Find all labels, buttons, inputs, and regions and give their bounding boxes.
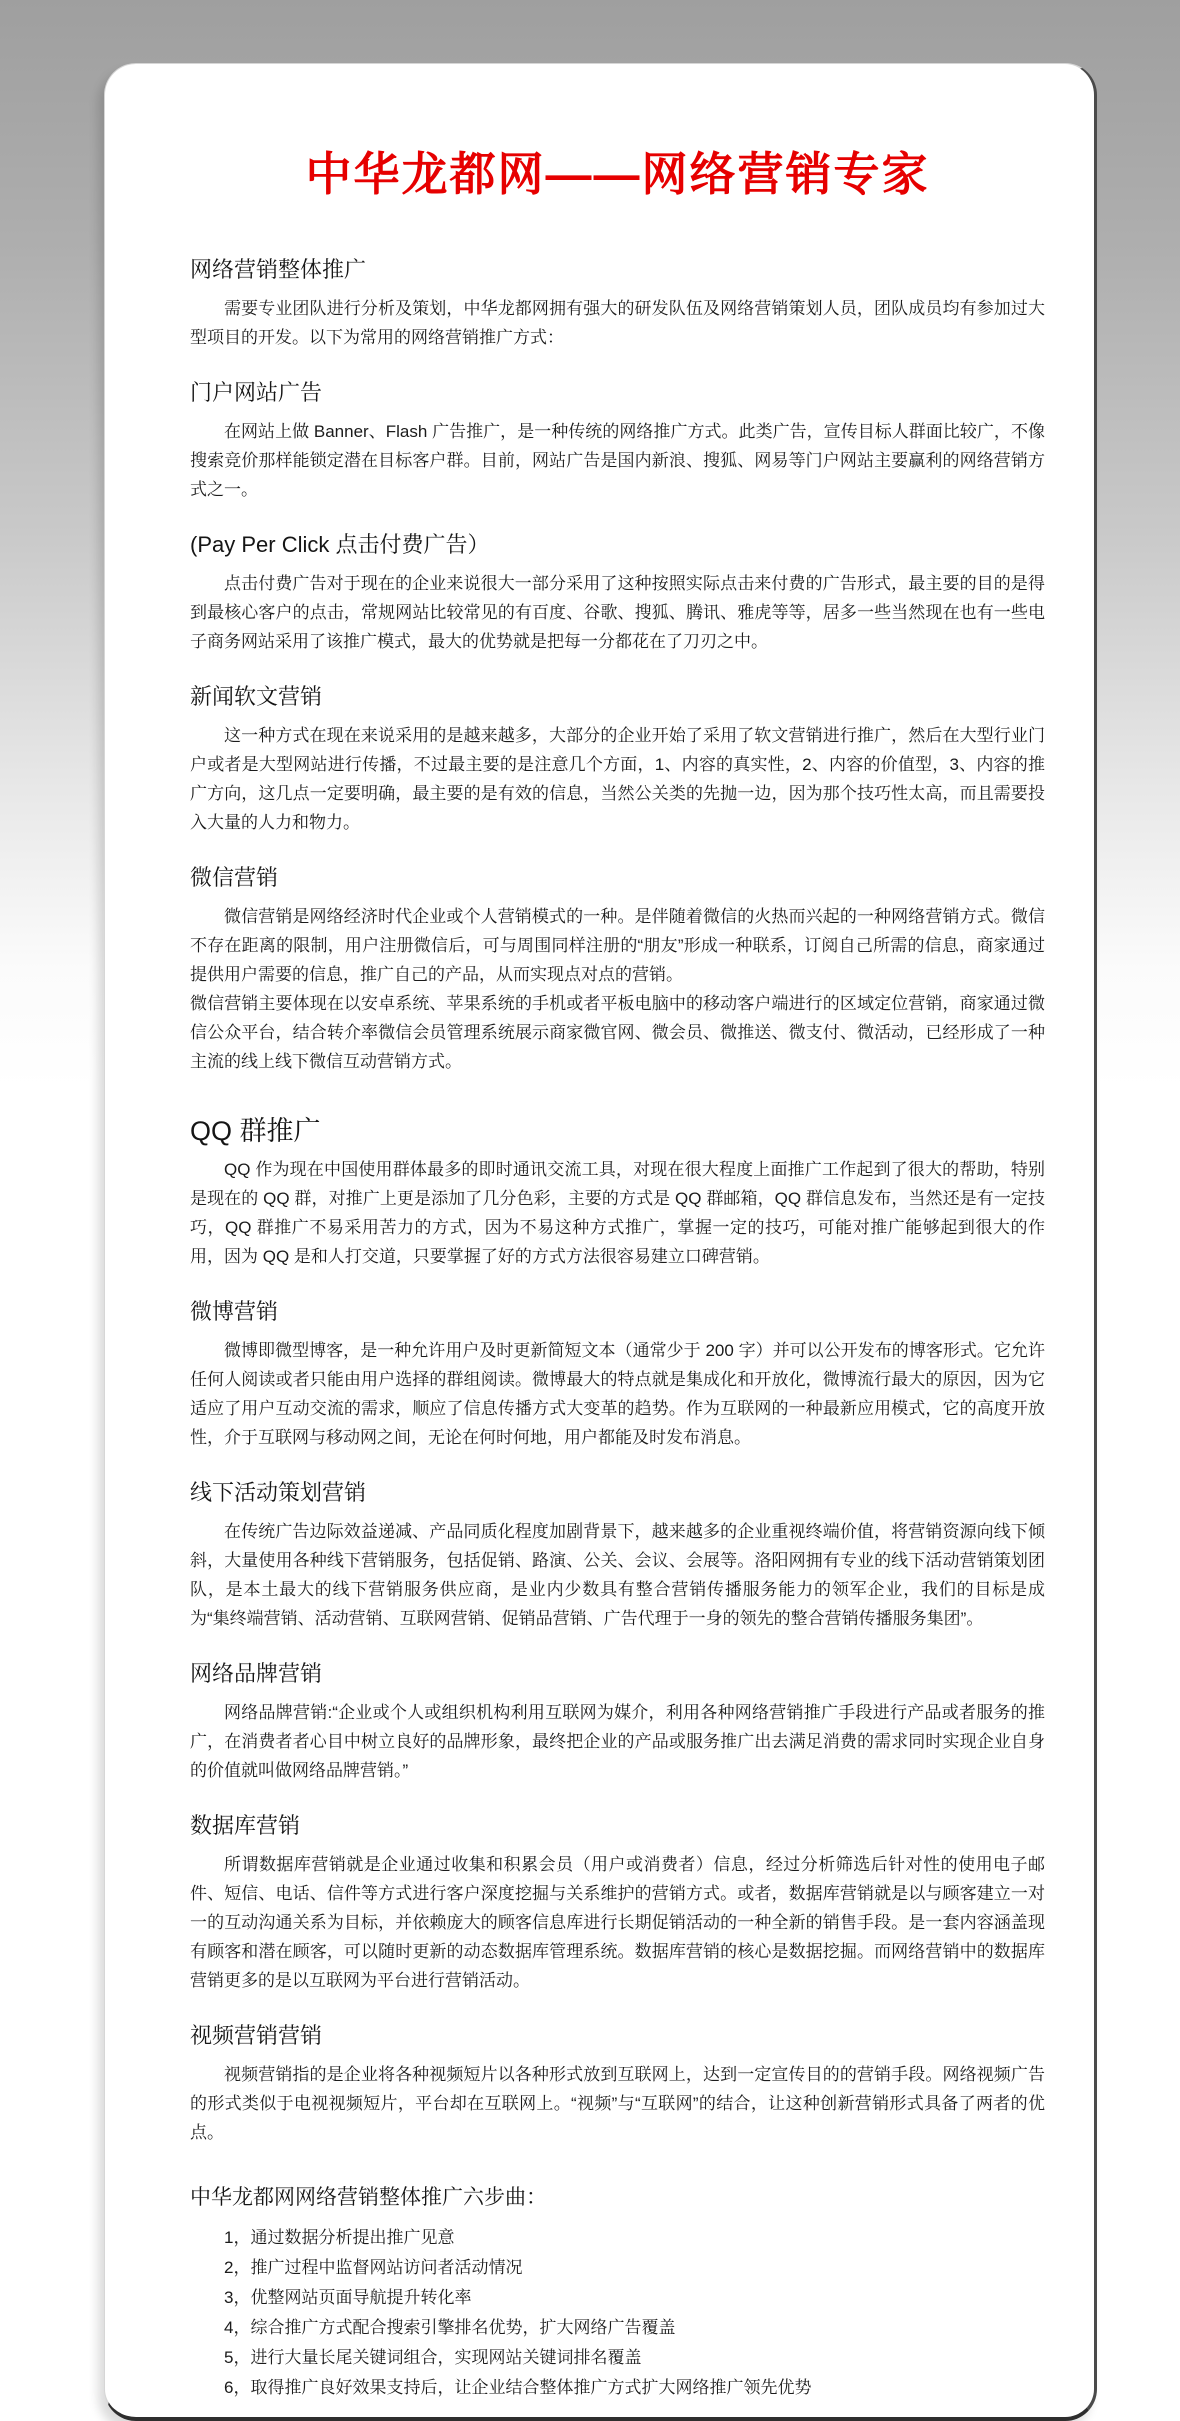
six-steps-heading: 中华龙都网网络营销整体推广六步曲： [190, 2185, 547, 2209]
section-paragraph: 微博即微型博客，是一种允许用户及时更新简短文本（通常少于 200 字）并可以公开发布的博客形式。它允许任何人阅读或者只能由用户选择的群组阅读。微博最大的特点就是集成化和开放化，微博流行最大的原因，因为它适应了用户互动交流的需求，顺应了信息传播方式大变革的趋势。作为互联网的一种最新应用模式，它的高度开放性，介于互联网与移动网之间，无论在何时何地，用户都能及时发布消息。 [190, 1340, 1045, 1447]
step-item: 1，通过数据分析提出推广见意 [224, 2227, 455, 2247]
step-item: 4，综合推广方式配合搜索引擎排名优势，扩大网络广告覆盖 [224, 2317, 676, 2337]
section-paragraph: 需要专业团队进行分析及策划，中华龙都网拥有强大的研发队伍及网络营销策划人员，团队成员均有参加过大型项目的开发。以下为常用的网络营销推广方式： [190, 298, 1045, 347]
section-heading: 数据库营销 [190, 1812, 301, 1838]
section-wechat-marketing [190, 863, 1045, 1076]
section-heading: 门户网站广告 [190, 379, 323, 405]
section-paragraph: 微信营销是网络经济时代企业或个人营销模式的一种。是伴随着微信的火热而兴起的一种网络营销方式。微信不存在距离的限制，用户注册微信后，可与周围同样注册的“朋友”形成一种联系，订阅自己所需的信息，商家通过提供用户需要的信息，推广自己的产品，从而实现点对点的营销。 [190, 906, 1045, 984]
section-portal-ads [190, 378, 1045, 504]
section-database-marketing [190, 1811, 1045, 1995]
section-offline-events [190, 1478, 1045, 1633]
section-paragraph: 所谓数据库营销就是企业通过收集和积累会员（用户或消费者）信息，经过分析筛选后针对性的使用电子邮件、短信、电话、信件等方式进行客户深度挖掘与关系维护的营销方式。或者，数据库营销就是以与顾客建立一对一的互动沟通关系为目标，并依赖庞大的顾客信息库进行长期促销活动的一种全新的销售手段。是一套内容涵盖现有顾客和潜在顾客，可以随时更新的动态数据库管理系统。数据库营销的核心是数据挖掘。而网络营销中的数据库营销更多的是以互联网为平台进行营销活动。 [190, 1854, 1045, 1990]
section-heading: (Pay Per Click 点击付费广告） [190, 531, 490, 557]
section-paragraph: 在传统广告边际效益递减、产品同质化程度加剧背景下，越来越多的企业重视终端价值，将营销资源向线下倾斜，大量使用各种线下营销服务，包括促销、路演、公关、会议、会展等。洛阳网拥有专业的线下活动营销策划团队，是本土最大的线下营销服务供应商，是业内少数具有整合营销传播服务能力的领军企业，我们的目标是成为“集终端营销、活动营销、互联网营销、促销品营销、广告代理于一身的领先的整合营销传播服务集团”。 [190, 1521, 1045, 1628]
section-paragraph: 在网站上做 Banner、Flash 广告推广，是一种传统的网络推广方式。此类广告，宣传目标人群面比较广，不像搜索竞价那样能锁定潜在目标客户群。目前，网站广告是国内新浪、搜狐、网易等门户网站主要赢利的网络营销方式之一。 [190, 421, 1045, 499]
step-item: 5，进行大量长尾关键词组合，实现网站关键词排名覆盖 [224, 2347, 642, 2367]
section-heading: 微博营销 [190, 1298, 279, 1324]
six-steps-section [190, 2183, 1045, 2403]
section-paragraph: 这一种方式在现在来说采用的是越来越多，大部分的企业开始了采用了软文营销进行推广，然后在大型行业门户或者是大型网站进行传播，不过最主要的是注意几个方面，1、内容的真实性，2、内容的价值型，3、内容的推广方向，这几点一定要明确，最主要的是有效的信息，当然公关类的先抛一边，因为那个技巧性太高，而且需要投入大量的人力和物力。 [190, 725, 1045, 832]
document-sheet [104, 63, 1097, 2421]
section-heading: 视频营销营销 [190, 2022, 323, 2048]
section-heading: 线下活动策划营销 [190, 1479, 367, 1505]
section-heading: 网络品牌营销 [190, 1660, 323, 1686]
section-paragraph: 点击付费广告对于现在的企业来说很大一部分采用了这种按照实际点击来付费的广告形式，最主要的目的是得到最核心客户的点击，常规网站比较常见的有百度、谷歌、搜狐、腾讯、雅虎等等，居多一些当然现在也有一些电子商务网站采用了该推广模式，最大的优势就是把每一分都花在了刀刃之中。 [190, 573, 1045, 651]
section-overall-promotion [190, 255, 1045, 352]
section-heading: 网络营销整体推广 [190, 256, 367, 282]
document-title: 中华龙都网——网络营销专家 [305, 148, 930, 200]
step-item: 2，推广过程中监督网站访问者活动情况 [224, 2257, 523, 2277]
section-video-marketing [190, 2021, 1045, 2147]
section-qq-group [190, 1116, 1045, 1271]
section-pay-per-click [190, 530, 1045, 656]
section-brand-marketing [190, 1659, 1045, 1785]
step-item: 3，优整网站页面导航提升转化率 [224, 2287, 472, 2307]
section-heading: 新闻软文营销 [190, 683, 323, 709]
section-news-softtext [190, 682, 1045, 837]
section-paragraph: QQ 作为现在中国使用群体最多的即时通讯交流工具，对现在很大程度上面推广工作起到了很大的帮助，特别是现在的 QQ 群，对推广上更是添加了几分色彩，主要的方式是 QQ 群邮箱，QQ 群信息发布，当然还是有一定技巧，QQ 群推广不易采用苦力的方式，因为不易这种方式推广，掌握一定的技巧，可能对推广能够起到很大的作用，因为 QQ 是和人打交道，只要掌握了好的方式方法很容易建立口碑营销。 [190, 1159, 1045, 1266]
section-paragraph: 视频营销指的是企业将各种视频短片以各种形式放到互联网上，达到一定宣传目的的营销手段。网络视频广告的形式类似于电视视频短片，平台却在互联网上。“视频”与“互联网”的结合，让这种创新营销形式具备了两者的优点。 [190, 2064, 1045, 2142]
section-heading: 微信营销 [190, 864, 279, 890]
section-paragraph: 微信营销主要体现在以安卓系统、苹果系统的手机或者平板电脑中的移动客户端进行的区域定位营销，商家通过微信公众平台，结合转介率微信会员管理系统展示商家微官网、微会员、微推送、微支付、微活动，已经形成了一种主流的线上线下微信互动营销方式。 [190, 993, 1045, 1071]
step-item: 6，取得推广良好效果支持后，让企业结合整体推广方式扩大网络推广领先优势 [224, 2377, 812, 2397]
section-weibo-marketing [190, 1297, 1045, 1452]
section-heading: QQ 群推广 [190, 1115, 321, 1146]
section-paragraph: 网络品牌营销:“企业或个人或组织机构利用互联网为媒介，利用各种网络营销推广手段进行产品或者服务的推广，在消费者者心目中树立良好的品牌形象，最终把企业的产品或服务推广出去满足消费的需求同时实现企业自身的价值就叫做网络品牌营销。” [190, 1702, 1045, 1780]
